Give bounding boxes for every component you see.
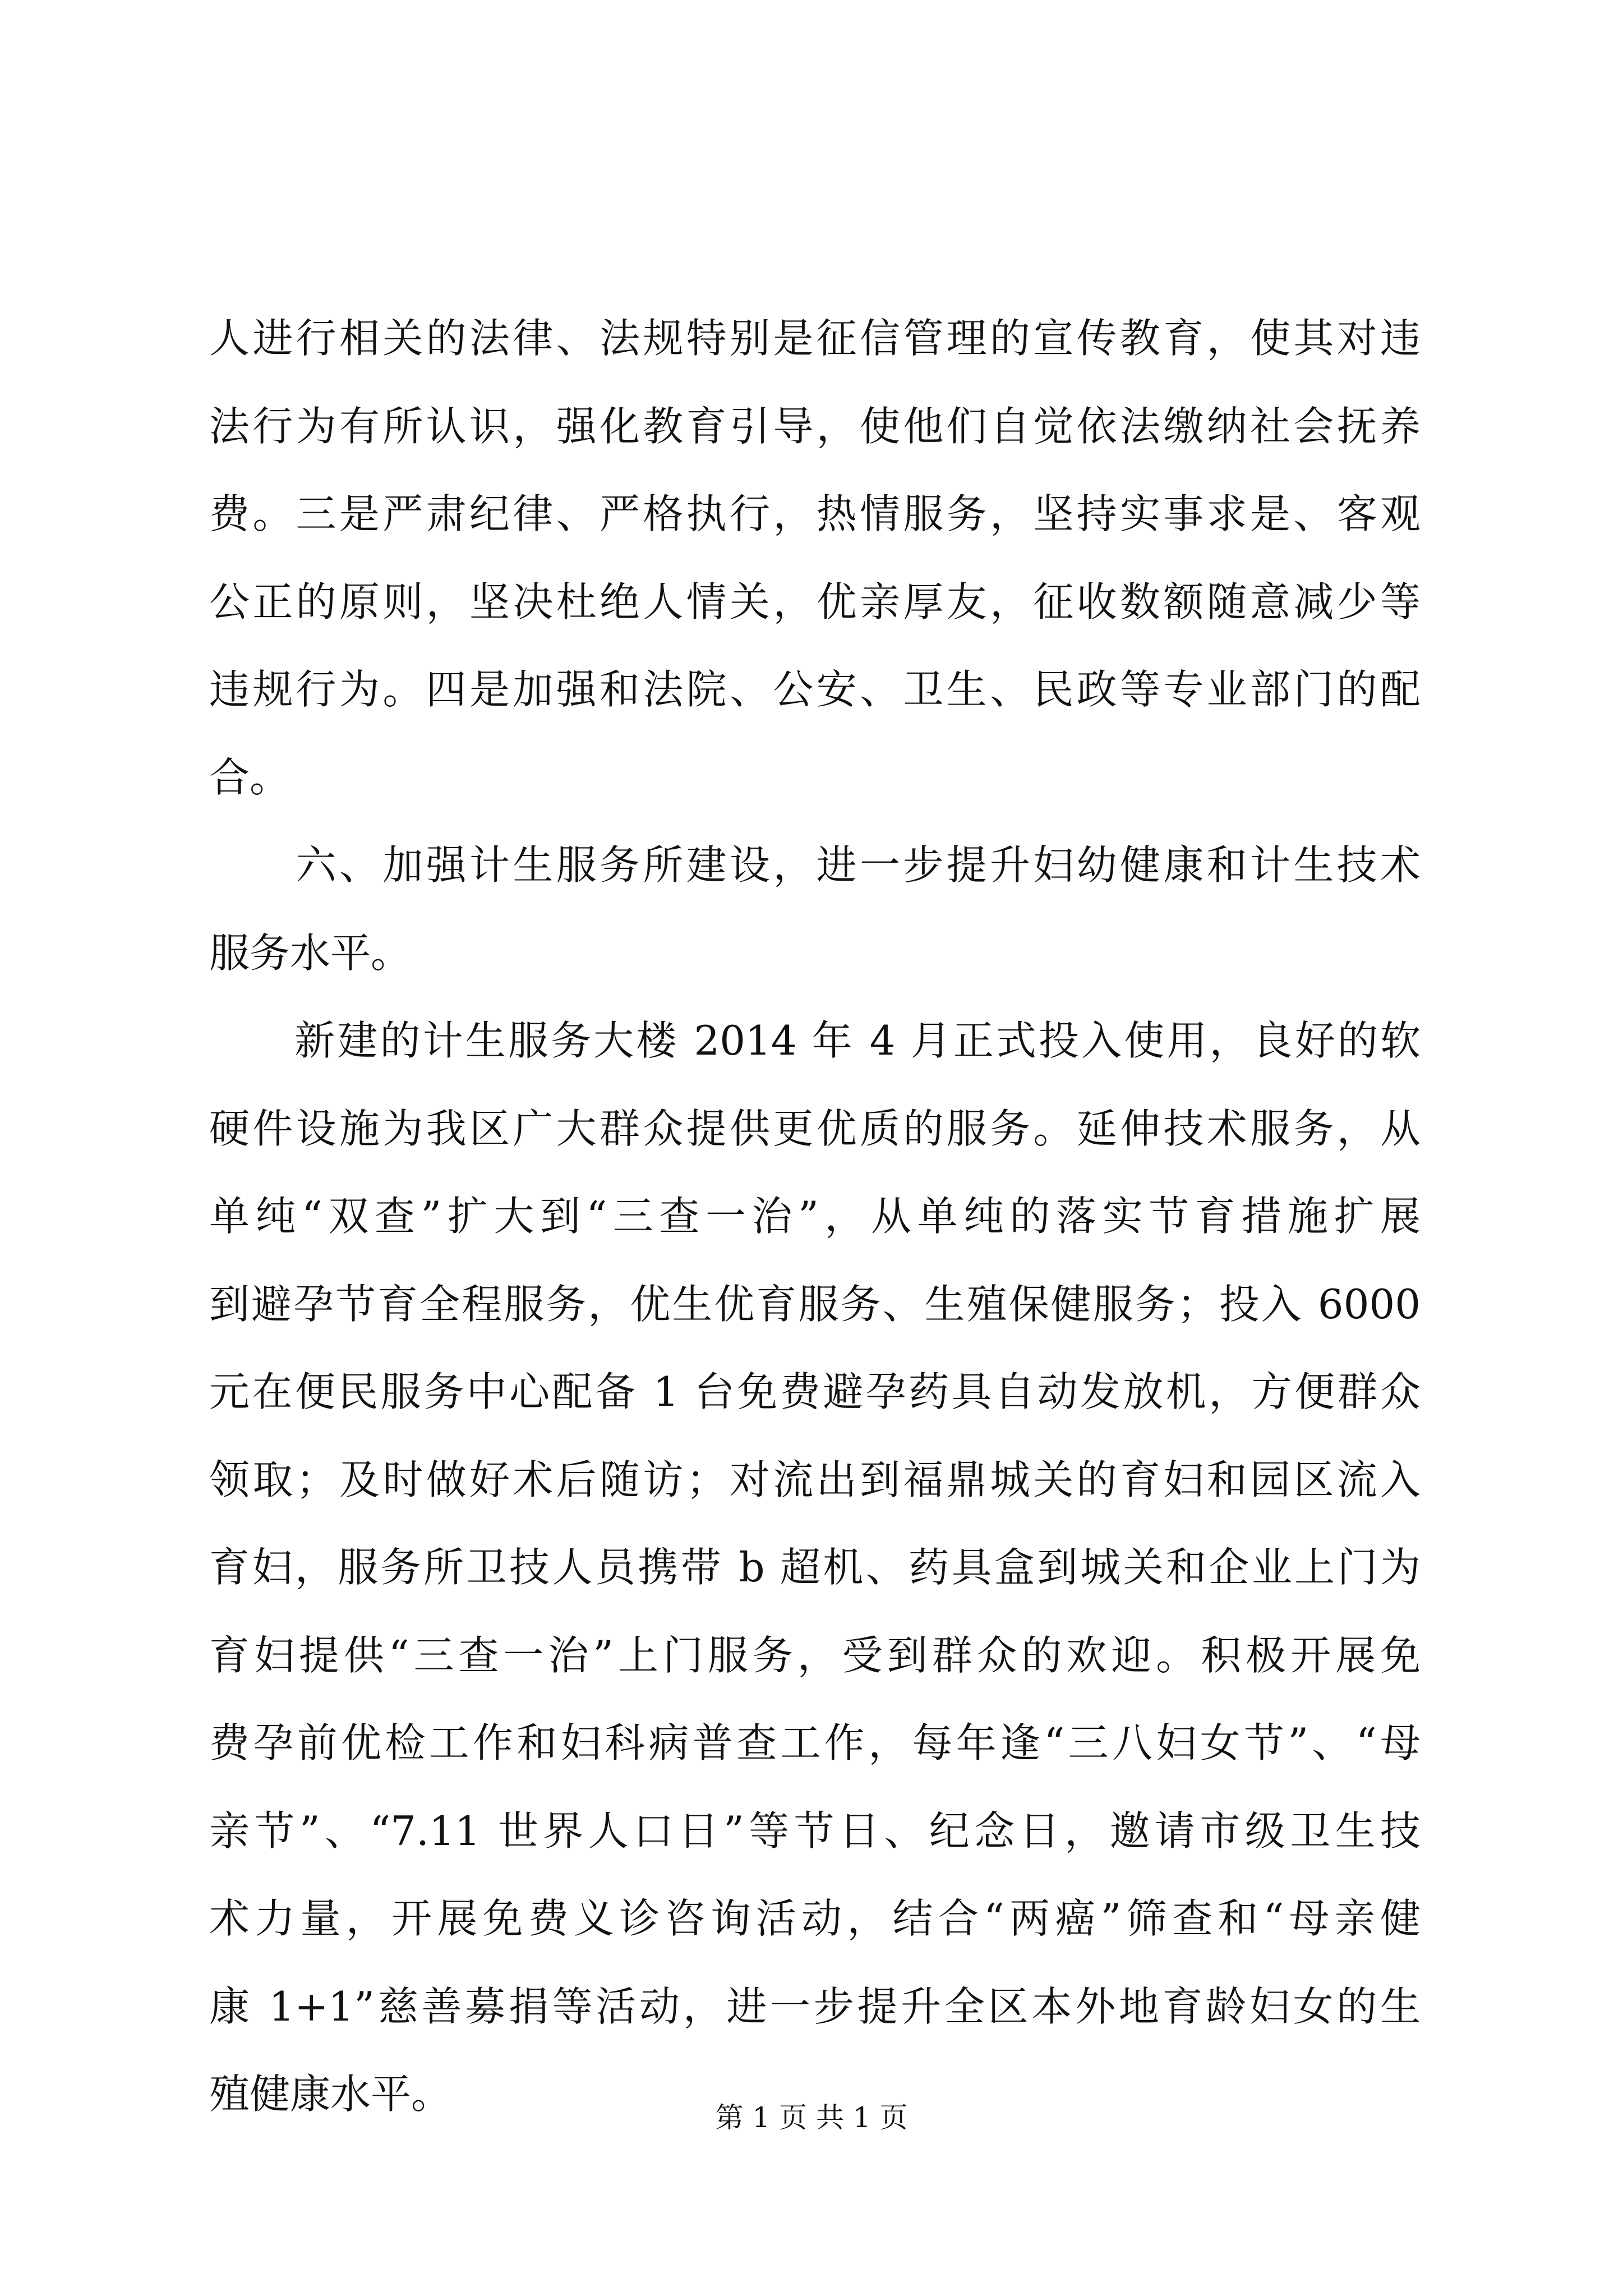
text-line: 服务水平。	[209, 929, 412, 977]
text-line: 硬件设施为我区广大群众提供更优质的服务。延伸技术服务，从	[209, 1105, 1421, 1152]
text-line: 亲节”、“7.11 世界人口日”等节日、纪念日，邀请市级卫生技	[209, 1807, 1421, 1855]
text-line: 育妇提供“三查一治”上门服务，受到群众的欢迎。积极开展免	[209, 1631, 1421, 1679]
text-line: 费孕前优检工作和妇科病普查工作，每年逢“三八妇女节”、“母	[209, 1719, 1421, 1766]
page-footer: 第 1 页 共 1 页	[715, 2101, 908, 2134]
text-line: 康 1+1”慈善募捐等活动，进一步提升全区本外地育龄妇女的生	[209, 1982, 1421, 2030]
text-line: 术力量，开展免费义诊咨询活动，结合“两癌”筛查和“母亲健	[209, 1895, 1421, 1942]
text-line: 殖健康水平。	[209, 2070, 452, 2118]
text-line: 到避孕节育全程服务，优生优育服务、生殖保健服务；投入 6000	[209, 1280, 1421, 1328]
text-line: 元在便民服务中心配备 1 台免费避孕药具自动发放机，方便群众	[209, 1368, 1421, 1415]
text-line: 法行为有所认识，强化教育引导，使他们自觉依法缴纳社会抚养	[209, 402, 1421, 450]
text-line: 违规行为。四是加强和法院、公安、卫生、民政等专业部门的配	[209, 666, 1421, 713]
text-line: 单纯“双查”扩大到“三查一治”，从单纯的落实节育措施扩展	[209, 1193, 1421, 1240]
text-line: 费。三是严肃纪律、严格执行，热情服务，坚持实事求是、客观	[209, 490, 1421, 537]
text-line: 领取；及时做好术后随访；对流出到福鼎城关的育妇和园区流入	[209, 1456, 1421, 1503]
text-line: 公正的原则，坚决杜绝人情关，优亲厚友，征收数额随意减少等	[209, 578, 1421, 625]
text-line: 育妇，服务所卫技人员携带 b 超机、药具盒到城关和企业上门为	[209, 1544, 1421, 1591]
text-line: 合。	[209, 753, 291, 801]
text-line: 新建的计生服务大楼 2014 年 4 月正式投入使用，良好的软	[209, 1017, 1421, 1064]
text-line: 六、加强计生服务所建设，进一步提升妇幼健康和计生技术	[209, 841, 1421, 889]
text-line: 人进行相关的法律、法规特别是征信管理的宣传教育，使其对违	[209, 315, 1421, 362]
body-text	[209, 295, 1421, 2138]
